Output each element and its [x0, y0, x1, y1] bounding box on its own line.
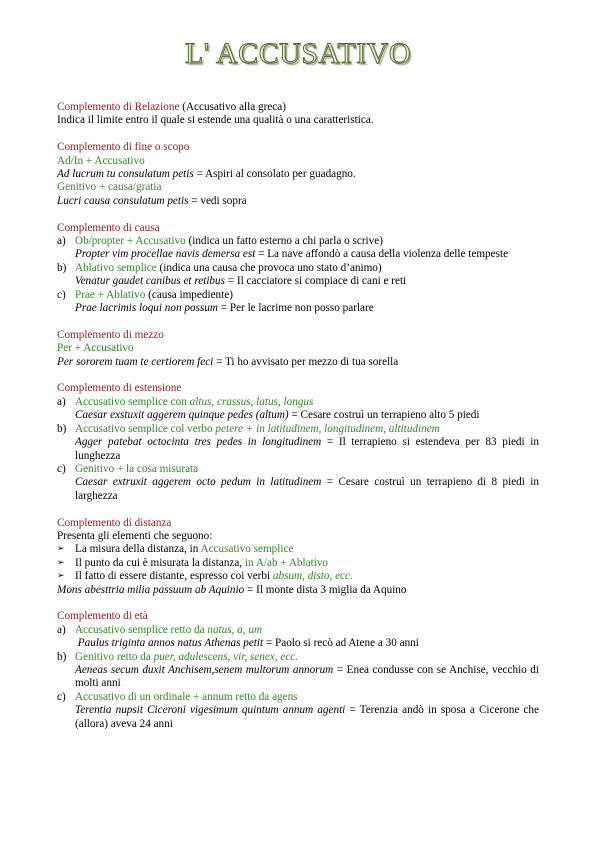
- list-marker: c): [57, 288, 66, 301]
- example-line: [57, 584, 539, 597]
- latin-example: Propter vim procellae navis demersa est: [75, 248, 256, 261]
- rule-text: Genitivo retto da: [75, 650, 154, 663]
- translation: = Per le lacrime non posso parlare: [217, 302, 374, 315]
- section-estensione: [57, 382, 539, 503]
- latin-example: Caesar exstuxit aggerem quinque pedes (altum): [75, 409, 289, 422]
- translation: = Terenzia andò in sposa a Cicerone che (allora) aveva 24 anni: [75, 704, 539, 730]
- rule-line: [75, 624, 539, 637]
- section-fine: [57, 141, 539, 208]
- translation: = Cesare costruì un terrapieno alto 5 piedi: [288, 409, 480, 422]
- example-line: [75, 409, 539, 422]
- example-line: [57, 195, 539, 208]
- section-heading: Complemento di Relazione: [57, 101, 180, 113]
- section-heading: Complemento di mezzo: [57, 328, 164, 341]
- rule-words: puer, adulescens, vir, senex, ecc.: [153, 650, 299, 663]
- rule-text: Accusativo semplice con: [75, 395, 190, 408]
- rule-line: [75, 262, 539, 275]
- example-line: [75, 248, 539, 261]
- list-marker: b): [57, 650, 67, 663]
- list-item: [57, 289, 539, 316]
- example-line: [75, 637, 539, 650]
- rule-words: altus, crassus, latus, longus: [189, 395, 314, 408]
- list-marker: a): [57, 395, 66, 408]
- bullet-green-text: Accusativo semplice: [200, 543, 294, 556]
- latin-example: Venatur gaudet canibus et retibus: [75, 275, 225, 288]
- list-marker: c): [57, 462, 66, 475]
- rule-words: natus, a, um: [207, 623, 263, 636]
- list-item: [57, 651, 539, 691]
- section-eta: [57, 610, 539, 731]
- rule-text: Ob/propter + Accusativo: [75, 235, 186, 248]
- translation: = Il cacciatore si compiace di cani e reti: [224, 275, 407, 288]
- list-item: [57, 235, 539, 262]
- section-mezzo: [57, 329, 539, 369]
- rule-note: (indica un fatto esterno a chi parla o scrive): [185, 235, 383, 248]
- bullet-text: Il punto da cui è misurata la distanza,: [75, 556, 245, 569]
- rule-line: [75, 396, 539, 409]
- rule-line: [75, 289, 539, 302]
- example-line: [57, 356, 539, 369]
- page-title: L' ACCUSATIVO: [184, 37, 412, 70]
- translation: = Ti ho avvisato per mezzo di tua sorella: [213, 355, 399, 368]
- list-item: [57, 396, 539, 423]
- bullet-green-text: in A/ab + Ablativo: [244, 556, 329, 569]
- rule-text: Ad/In + Accusativo: [57, 154, 145, 167]
- bullet-text: Il fatto di essere distante, espresso coi verbi: [75, 570, 273, 583]
- arrow-bullet-icon: ➢: [57, 544, 65, 555]
- rule-text: Prae + Ablativo: [75, 288, 146, 301]
- latin-example: Lucri causa consulatum petis: [57, 194, 189, 207]
- section-distanza: [57, 517, 539, 597]
- translation: = Il monte dista 3 miglia da Aquino: [244, 583, 407, 596]
- rule-text: Accusativo di un ordinale + annum retto da agens: [75, 690, 298, 703]
- latin-example: Agger patebat octocinta tres pedes in longitudinem: [75, 436, 322, 449]
- arrow-bullet-icon: ➢: [57, 557, 65, 568]
- rule-line: [75, 235, 539, 248]
- list-marker: c): [57, 690, 66, 703]
- section-causa: [57, 222, 539, 316]
- rule-text: Per + Accusativo: [57, 342, 134, 355]
- list-item: [57, 463, 539, 503]
- latin-example: Prae lacrimis loqui non possum: [75, 302, 218, 315]
- rule-text: Ablativo semplice: [75, 261, 157, 274]
- list-item: [57, 624, 539, 651]
- translation: = Enea condusse con se Anchise, vecchio di molti anni: [75, 663, 540, 690]
- rule-line: [75, 651, 539, 664]
- rule-text: Genitivo + la cosa misurata: [75, 462, 199, 475]
- translation: = Cesare costruì un terrapieno di 8 piedi in larghezza: [75, 476, 539, 502]
- bullet-green-text: absum, disto, ecc.: [272, 570, 353, 583]
- section-relazione: [57, 101, 539, 128]
- example-line: [75, 704, 539, 731]
- bullet-item: [57, 570, 539, 583]
- section-heading: Complemento di estensione: [57, 382, 182, 395]
- latin-example: Per sororem tuam te certiorem feci: [57, 355, 214, 368]
- rule-words: petere + in latitudinem, longitudinem, altitudinem: [215, 422, 440, 435]
- latin-example: Ad lucrum tu consulatum petis: [57, 168, 194, 181]
- bullet-item: [57, 557, 539, 570]
- section-description: Indica il limite entro il quale si estende una qualità o una caratteristica.: [57, 114, 374, 127]
- section-heading: Complemento di causa: [57, 221, 160, 234]
- rule-text: Accusativo semplice col verbo: [75, 422, 216, 435]
- latin-example: Mons abesttria milia passuum ab Aquinio: [57, 583, 245, 596]
- document-body: [57, 101, 539, 744]
- rule-note: (causa impediente): [145, 288, 233, 301]
- example-line: [75, 275, 539, 288]
- rule-note: (indica una causa che provoca uno stato d’animo): [156, 261, 382, 274]
- list-marker: a): [57, 235, 66, 248]
- section-heading-line: [57, 101, 539, 114]
- example-line: [75, 664, 539, 691]
- rule-text: Genitivo + causa/gratia: [57, 181, 162, 194]
- latin-example: Aeneas secum duxit Anchisem,senem multorum annorum: [75, 663, 334, 676]
- section-heading: Complemento di età: [57, 610, 148, 623]
- bullet-text: La misura della distanza, in: [75, 543, 201, 556]
- bullet-item: [57, 543, 539, 556]
- translation: = Paolo si recò ad Atene a 30 anni: [263, 637, 419, 650]
- list-item: [57, 691, 539, 731]
- latin-example: Paulus triginta annos natus Athenas petit: [75, 637, 264, 650]
- arrow-bullet-icon: ➢: [57, 571, 65, 582]
- rule-line: [75, 423, 539, 436]
- list-marker: a): [57, 623, 66, 636]
- example-line: [57, 168, 539, 181]
- section-heading: Complemento di distanza: [57, 516, 172, 529]
- translation: = Il terrapieno si estendeva per 83 piedi in lunghezza: [75, 436, 540, 462]
- section-intro: Presenta gli elementi che seguono:: [57, 529, 213, 542]
- rule-text: Accusativo semplice retto da: [75, 623, 208, 636]
- list-marker: b): [57, 261, 67, 274]
- latin-example: Caesar extruxit aggerem octo pedum in latitudinem: [75, 476, 322, 489]
- list-item: [57, 262, 539, 289]
- section-heading: Complemento di fine o scopo: [57, 141, 190, 154]
- list-item: [57, 423, 539, 463]
- example-line: [75, 436, 539, 463]
- list-marker: b): [57, 422, 67, 435]
- example-line: [75, 476, 539, 503]
- translation: = Aspiri al consolato per guadagno.: [193, 168, 356, 181]
- latin-example: Terentia nupsit Ciceroni vigesimum quintum annum agenti: [75, 704, 346, 717]
- translation: = La nave affondò a causa della violenza delle tempeste: [255, 248, 509, 261]
- translation: = vedi sopra: [188, 194, 247, 207]
- example-line: [75, 302, 539, 315]
- heading-note: (Accusativo alla greca): [179, 101, 286, 113]
